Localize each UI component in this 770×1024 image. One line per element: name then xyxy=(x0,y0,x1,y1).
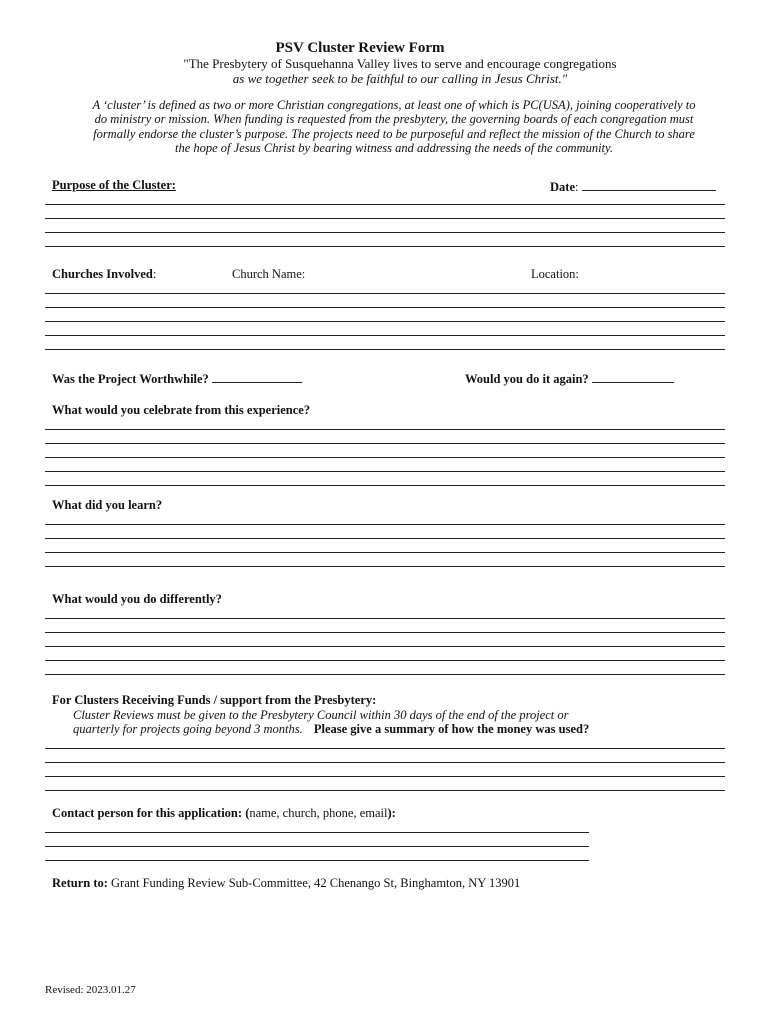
celebrate-line[interactable] xyxy=(45,429,725,430)
differently-line[interactable] xyxy=(45,618,725,619)
contact-line[interactable] xyxy=(45,832,589,833)
learn-line[interactable] xyxy=(45,552,725,553)
differently-line[interactable] xyxy=(45,646,725,647)
funds-line[interactable] xyxy=(45,776,725,777)
churches-line[interactable] xyxy=(45,349,725,350)
purpose-line[interactable] xyxy=(45,246,725,247)
purpose-line[interactable] xyxy=(45,204,725,205)
mission-quote-line1: "The Presbytery of Susquehanna Valley lives to serve and encourage congregations xyxy=(183,56,617,71)
mission-quote-line2: as we together seek to be faithful to our calling in Jesus Christ." xyxy=(232,71,568,86)
churches-line[interactable] xyxy=(45,321,725,322)
churches-label: Churches Involved: xyxy=(52,267,157,281)
funds-note-line1: Cluster Reviews must be given to the Presbytery Council within 30 days of the end of the project or xyxy=(73,708,569,722)
purpose-label: Purpose of the Cluster: xyxy=(52,178,176,192)
celebrate-line[interactable] xyxy=(45,471,725,472)
do-again-blank[interactable] xyxy=(592,370,674,383)
learn-line[interactable] xyxy=(45,538,725,539)
do-again-field[interactable]: Would you do it again? xyxy=(465,370,674,387)
funds-label: For Clusters Receiving Funds / support from the Presbytery: xyxy=(52,693,377,707)
learn-line[interactable] xyxy=(45,566,725,567)
cluster-definition: A ‘cluster’ is defined as two or more Christian congregations, at least one of which is PC(USA), joining cooperatively to do ministry or mission. When funding is requested from the presbytery, the governing boards of each congregation must formally endorse the cluster’s purpose. The projects need to be purposeful and reflect the mission of the Church to share the hope of Jesus Christ by bearing witness and addressing the needs of the community. xyxy=(92,98,696,156)
celebrate-line[interactable] xyxy=(45,443,725,444)
differently-line[interactable] xyxy=(45,674,725,675)
funds-note-line2: quarterly for projects going beyond 3 months. Please give a summary of how the money was used? xyxy=(73,722,590,736)
celebrate-question: What would you celebrate from this experience? xyxy=(52,403,311,417)
funds-line[interactable] xyxy=(45,762,725,763)
celebrate-line[interactable] xyxy=(45,457,725,458)
learn-question: What did you learn? xyxy=(52,498,163,512)
church-name-label: Church Name: xyxy=(232,267,306,281)
funds-line[interactable] xyxy=(45,790,725,791)
date-blank[interactable] xyxy=(582,178,716,191)
contact-line[interactable] xyxy=(45,860,589,861)
worthwhile-blank[interactable] xyxy=(212,370,302,383)
return-to: Return to: Grant Funding Review Sub-Committee, 42 Chenango St, Binghamton, NY 13901 xyxy=(52,876,521,890)
churches-line[interactable] xyxy=(45,307,725,308)
purpose-line[interactable] xyxy=(45,232,725,233)
purpose-line[interactable] xyxy=(45,218,725,219)
churches-line[interactable] xyxy=(45,293,725,294)
contact-line[interactable] xyxy=(45,846,589,847)
revised-date: Revised: 2023.01.27 xyxy=(45,984,136,996)
celebrate-line[interactable] xyxy=(45,485,725,486)
location-label: Location: xyxy=(531,267,579,281)
differently-line[interactable] xyxy=(45,632,725,633)
differently-line[interactable] xyxy=(45,660,725,661)
date-field[interactable]: Date: xyxy=(550,178,716,195)
churches-line[interactable] xyxy=(45,335,725,336)
learn-line[interactable] xyxy=(45,524,725,525)
worthwhile-field[interactable]: Was the Project Worthwhile? xyxy=(52,370,302,387)
funds-line[interactable] xyxy=(45,748,725,749)
contact-label: Contact person for this application: (name, church, phone, email): xyxy=(52,806,396,820)
differently-question: What would you do differently? xyxy=(52,592,222,606)
form-title: PSV Cluster Review Form xyxy=(275,40,445,56)
